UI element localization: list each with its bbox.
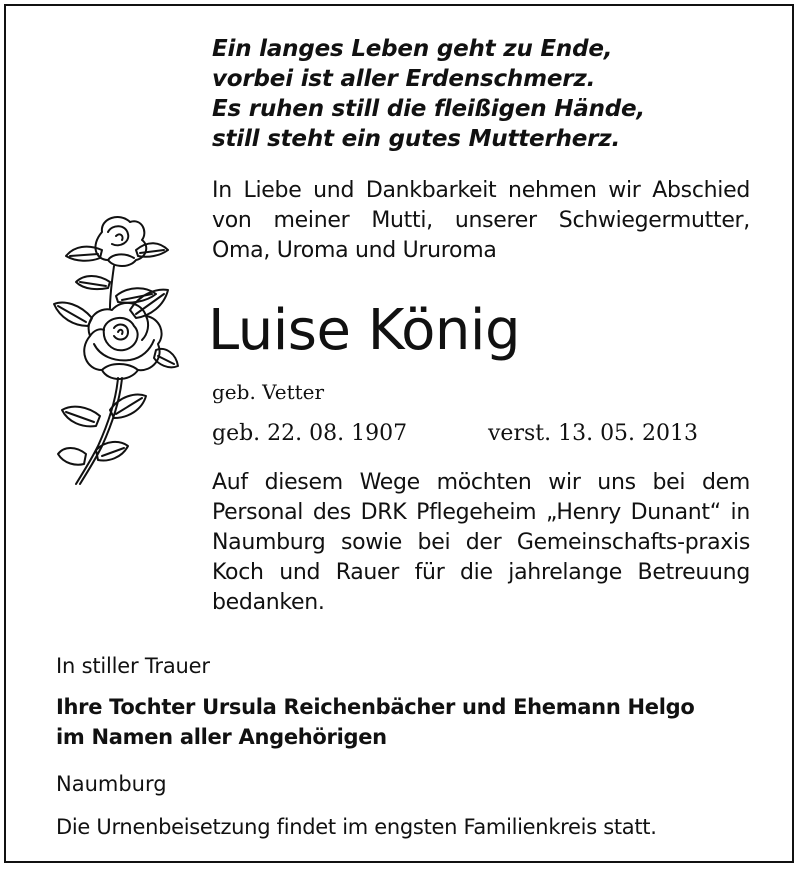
place-name: Naumburg — [56, 772, 167, 796]
mourner-line: im Namen aller Angehörigen — [56, 725, 387, 749]
poem-line: still steht ein gutes Mutterherz. — [212, 126, 621, 152]
mourner-line: Ihre Tochter Ursula Reichenbächer und Ehemann Helgo — [56, 695, 695, 719]
mourners — [56, 692, 756, 752]
rose-icon — [50, 210, 180, 490]
maiden-name: geb. Vetter — [212, 380, 325, 404]
funeral-note: Die Urnenbeisetzung findet im engsten Familienkreis statt. — [56, 815, 657, 839]
deceased-name: Luise König — [208, 298, 520, 363]
birth-date: geb. 22. 08. 1907 — [212, 421, 408, 446]
farewell-text: In Liebe und Dankbarkeit nehmen wir Abschied von meiner Mutti, unserer Schwiegermutter, Oma, Uroma und Ururoma — [212, 178, 750, 263]
poem-line: Ein langes Leben geht zu Ende, — [212, 36, 613, 62]
poem-line: Es ruhen still die fleißigen Hände, — [212, 96, 645, 122]
obituary-card — [4, 4, 794, 863]
poem-line: vorbei ist aller Erdenschmerz. — [212, 66, 596, 92]
mourning-label: In stiller Trauer — [56, 654, 210, 678]
death-date: verst. 13. 05. 2013 — [488, 421, 699, 446]
thanks-text: Auf diesem Wege möchten wir uns bei dem Personal des DRK Pflegeheim „Henry Dunant“ in Naumburg sowie bei der Gemeinschafts-praxis Koch und Rauer für die jahrelange Betreuung bedanken. — [212, 470, 750, 615]
memorial-poem — [212, 34, 772, 154]
